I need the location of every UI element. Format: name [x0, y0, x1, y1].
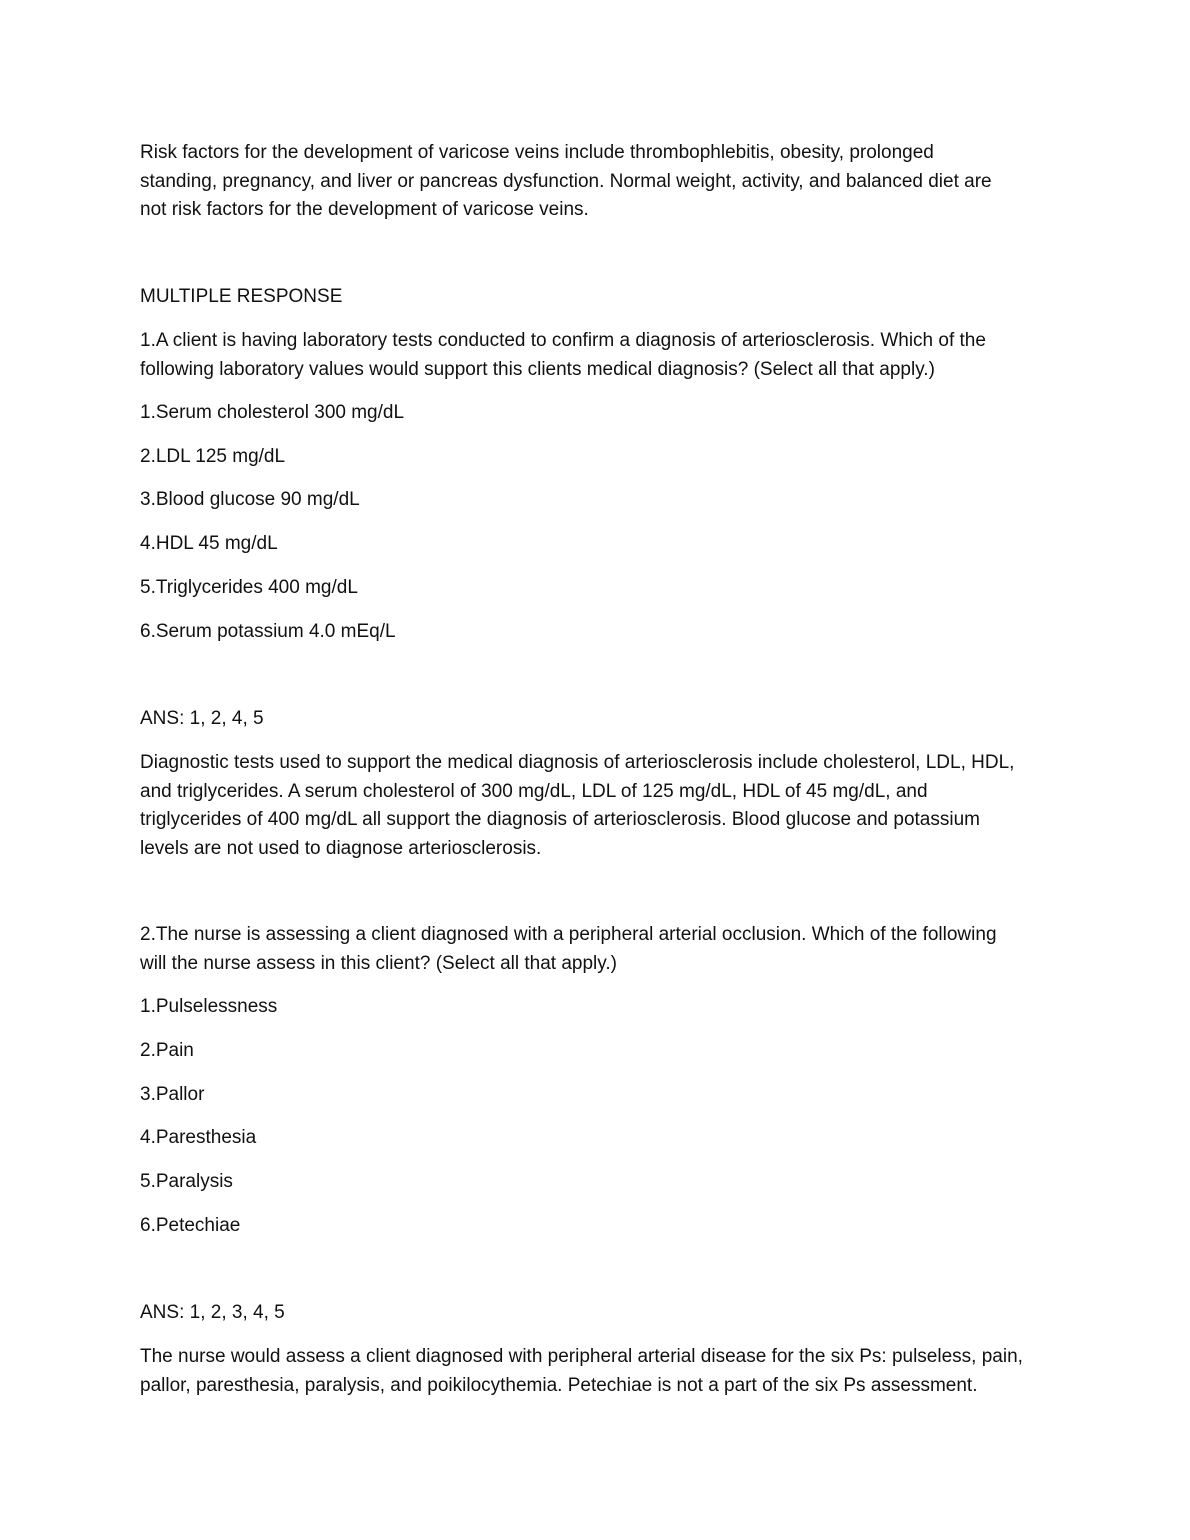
question-line: 1.A client is having laboratory tests conducted to confirm a diagnosis of arteriosclerosis. Which of the	[140, 330, 986, 351]
intro-paragraph	[140, 139, 1050, 225]
q1-option-4: 4.HDL 45 mg/dL	[140, 533, 278, 554]
question-line: following laboratory values would support this clients medical diagnosis? (Select all that apply.)	[140, 358, 935, 380]
q2-option-4: 4.Paresthesia	[140, 1127, 257, 1148]
q2-option-1: 1.Pulselessness	[140, 996, 278, 1017]
rationale-line: Diagnostic tests used to support the medical diagnosis of arteriosclerosis include cholesterol, LDL, HDL,	[140, 752, 1015, 773]
rationale-line: The nurse would assess a client diagnosed with peripheral arterial disease for the six Ps: pulseless, pain,	[140, 1346, 1023, 1367]
q2-option-6: 6.Petechiae	[140, 1215, 241, 1236]
rationale-line: triglycerides of 400 mg/dL all support the diagnosis of arteriosclerosis. Blood glucose and potassium	[140, 809, 980, 830]
q1-option-2: 2.LDL 125 mg/dL	[140, 446, 286, 467]
q1-option-6: 6.Serum potassium 4.0 mEq/L	[140, 621, 396, 642]
q2-option-2: 2.Pain	[140, 1040, 194, 1061]
intro-line: standing, pregnancy, and liver or pancreas dysfunction. Normal weight, activity, and balanced diet are	[140, 170, 992, 192]
question-2-text	[140, 921, 1050, 978]
q2-answer: ANS: 1, 2, 3, 4, 5	[140, 1302, 285, 1323]
intro-line: Risk factors for the development of varicose veins include thrombophlebitis, obesity, prolonged	[140, 142, 934, 163]
question-line: 2.The nurse is assessing a client diagnosed with a peripheral arterial occlusion. Which of the following	[140, 924, 997, 945]
q1-answer: ANS: 1, 2, 4, 5	[140, 708, 264, 729]
rationale-line: and triglycerides. A serum cholesterol of 300 mg/dL, LDL of 125 mg/dL, HDL of 45 mg/dL, and	[140, 780, 928, 802]
q1-option-1: 1.Serum cholesterol 300 mg/dL	[140, 402, 405, 423]
q2-option-3: 3.Pallor	[140, 1084, 205, 1105]
q2-rationale	[140, 1343, 1050, 1400]
rationale-line: levels are not used to diagnose arteriosclerosis.	[140, 837, 542, 859]
question-1-text	[140, 327, 1050, 384]
q2-option-5: 5.Paralysis	[140, 1171, 233, 1192]
rationale-line: pallor, paresthesia, paralysis, and poikilocythemia. Petechiae is not a part of the six Ps assessment.	[140, 1374, 978, 1396]
section-heading: MULTIPLE RESPONSE	[140, 286, 343, 307]
q1-option-5: 5.Triglycerides 400 mg/dL	[140, 577, 358, 598]
q1-option-3: 3.Blood glucose 90 mg/dL	[140, 489, 360, 510]
q1-rationale	[140, 749, 1050, 863]
intro-line: not risk factors for the development of varicose veins.	[140, 199, 589, 220]
question-line: will the nurse assess in this client? (Select all that apply.)	[140, 952, 617, 974]
